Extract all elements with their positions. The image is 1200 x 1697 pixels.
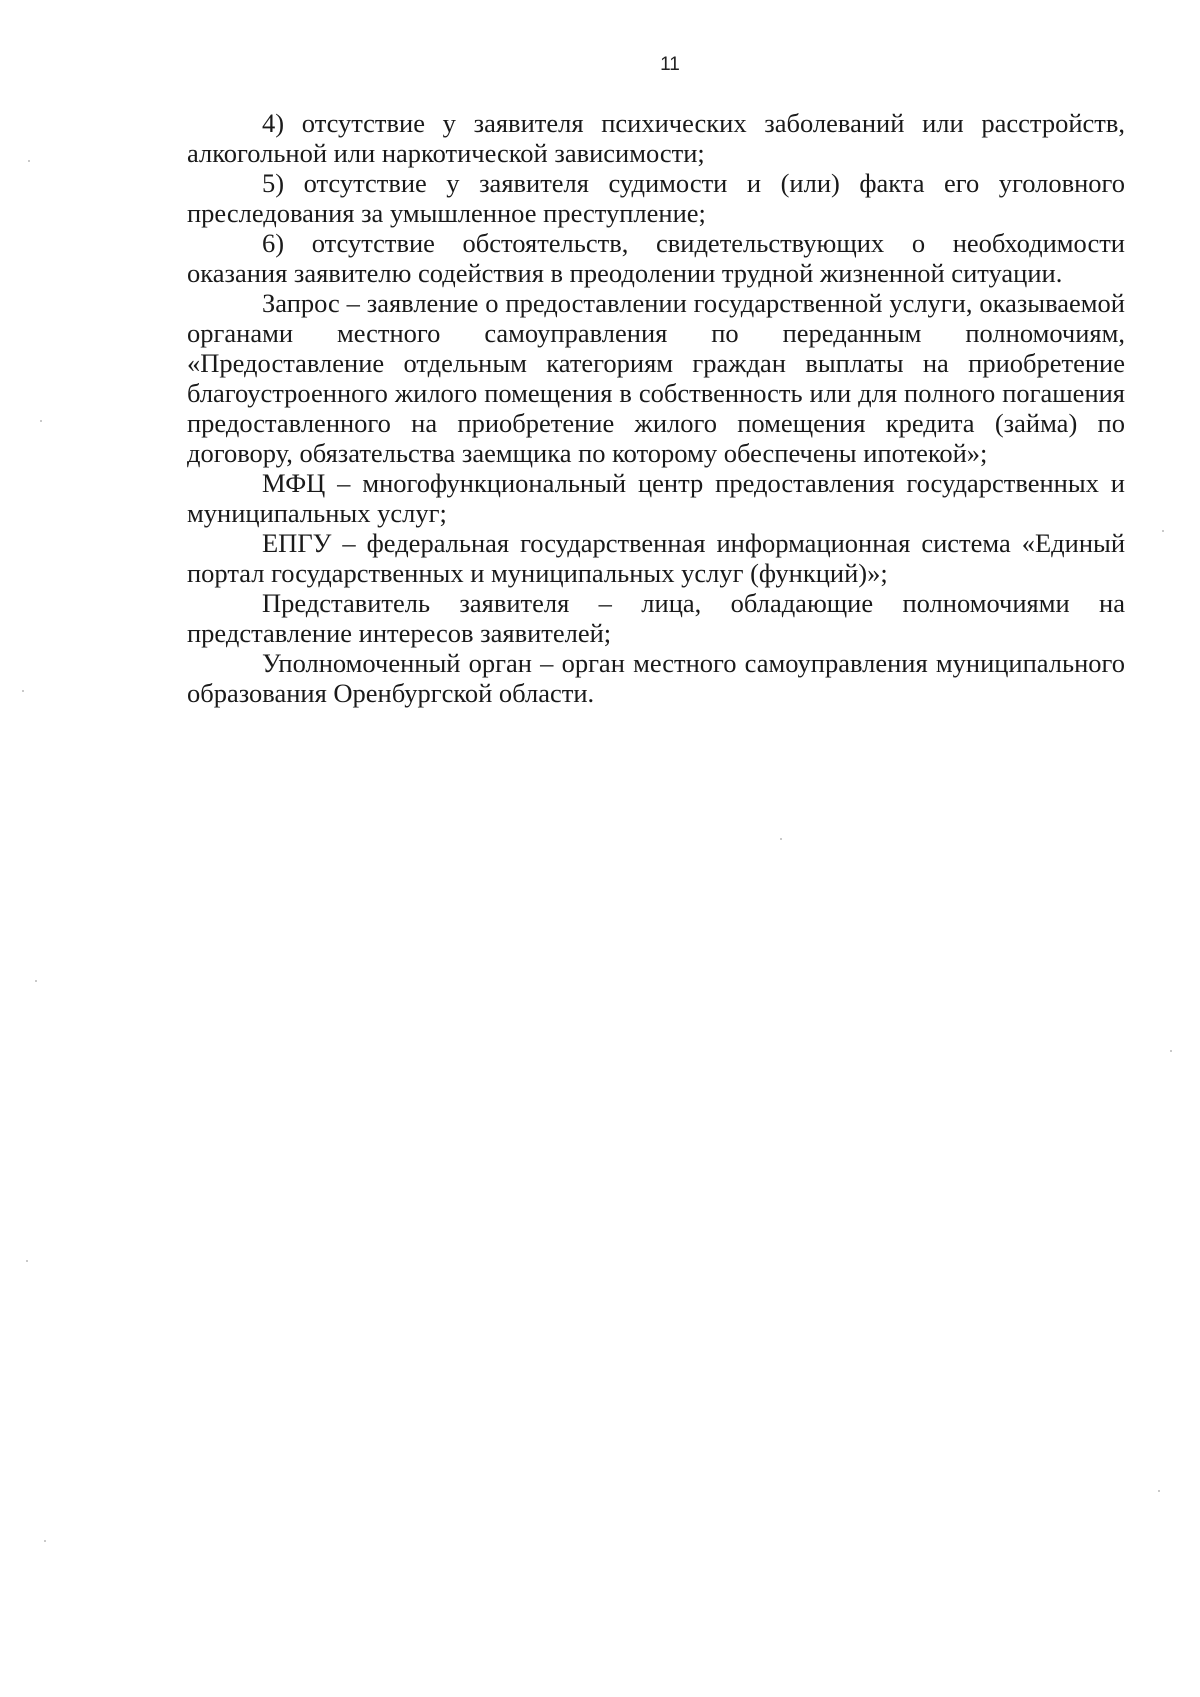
paragraph-definition-zapros: Запрос – заявление о предоставлении государственной услуги, оказываемой органами местного самоуправления по переданным полномочиям, «Предоставление отдельным категориям граждан выплаты на приобретение благоустроенного жилого помещения в собственность или для полного погашения предоставленного на приобретение жилого помещения кредита (займа) по договору, обязательства заемщика по которому обеспечены ипотекой»;: [187, 288, 1125, 468]
scan-speck: [22, 690, 24, 692]
paragraph-item-5: 5) отсутствие у заявителя судимости и (или) факта его уголовного преследования за умышленное преступление;: [187, 168, 1125, 228]
scan-speck: [780, 838, 782, 840]
paragraph-item-4: 4) отсутствие у заявителя психических заболеваний или расстройств, алкогольной или наркотической зависимости;: [187, 108, 1125, 168]
scan-speck: [1158, 1490, 1160, 1492]
body-text: [187, 108, 1125, 708]
scan-speck: [28, 160, 30, 162]
scan-speck: [1170, 1050, 1172, 1052]
scan-speck: [44, 1540, 46, 1542]
scan-speck: [1162, 530, 1164, 532]
paragraph-definition-mfc: МФЦ – многофункциональный центр предоставления государственных и муниципальных услуг;: [187, 468, 1125, 528]
scan-speck: [26, 1260, 28, 1262]
paragraph-item-6: 6) отсутствие обстоятельств, свидетельствующих о необходимости оказания заявителю содействия в преодолении трудной жизненной ситуации.: [187, 228, 1125, 288]
page-number: 11: [660, 54, 680, 75]
paragraph-definition-epgu: ЕПГУ – федеральная государственная информационная система «Единый портал государственных и муниципальных услуг (функций)»;: [187, 528, 1125, 588]
scan-speck: [40, 420, 42, 422]
paragraph-definition-representative: Представитель заявителя – лица, обладающие полномочиями на представление интересов заявителей;: [187, 588, 1125, 648]
scan-speck: [35, 980, 37, 982]
paragraph-definition-authorized-body: Уполномоченный орган – орган местного самоуправления муниципального образования Оренбургской области.: [187, 648, 1125, 708]
